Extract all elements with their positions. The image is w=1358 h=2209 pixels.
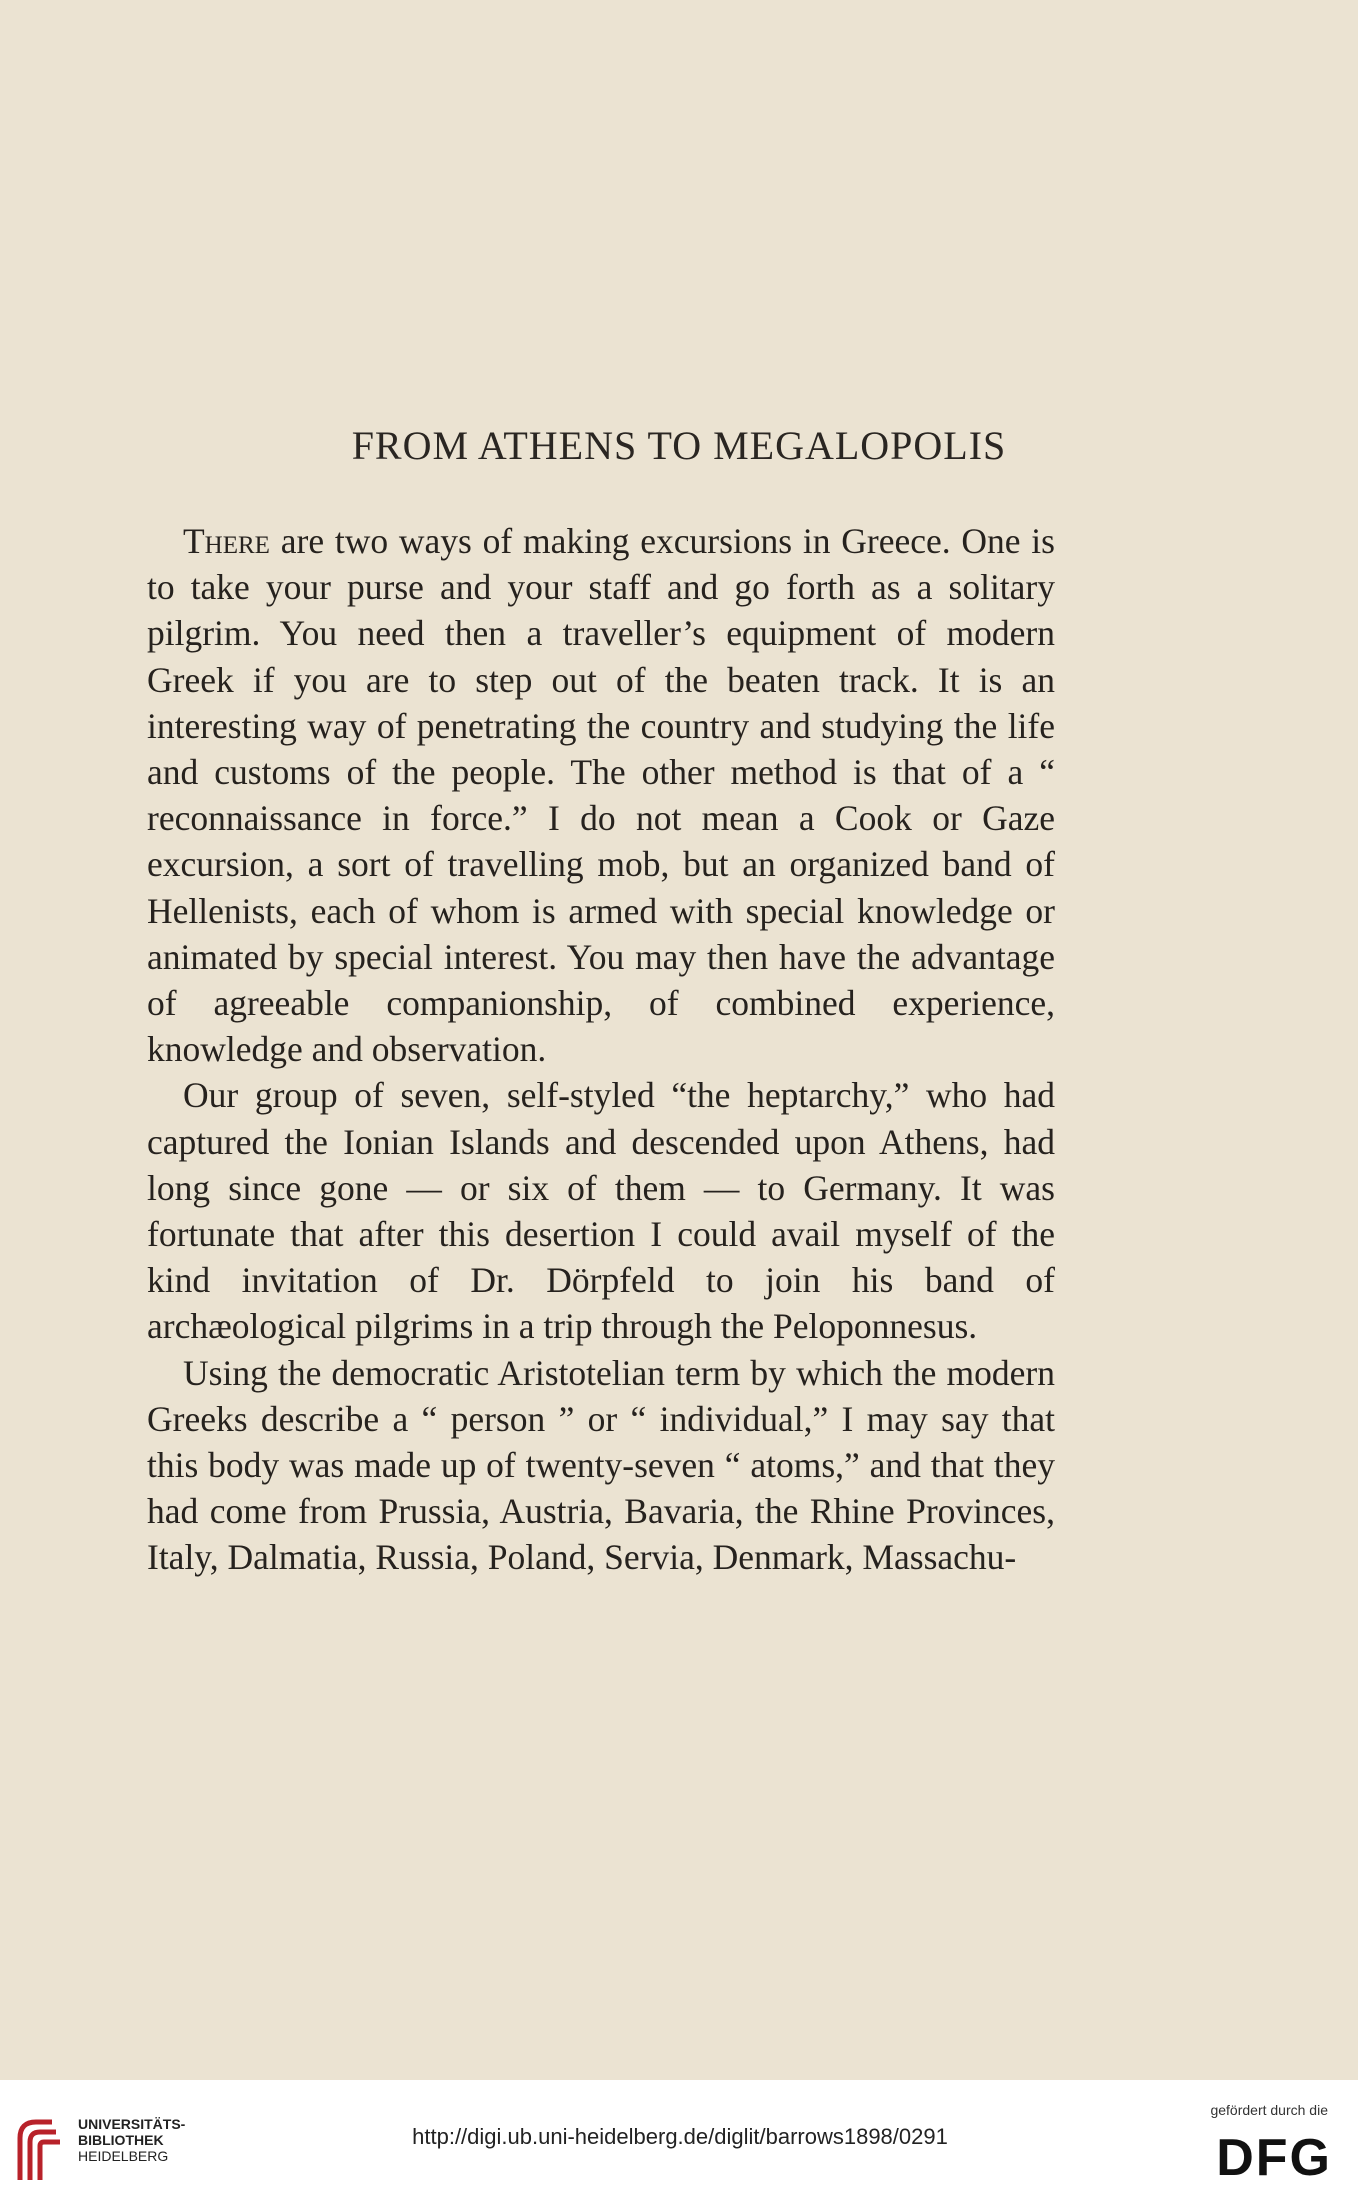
university-library-logo-icon [12,2110,72,2190]
library-line-3: HEIDELBERG [78,2148,169,2164]
paragraph-1 [147,518,1055,1072]
paragraph-2: Our group of seven, self-styled “the heptarchy,” who had captured the Ionian Islands and descended upon Athens, had long since gone — or six of them — to Germany. It was fortunate that after this desertion I could avail myself of the kind invitation of Dr. Dörpfeld to join his band of archæological pilgrims in a trip through the Peloponnesus. [147,1075,1055,1347]
chapter-title: FROM ATHENS TO MEGALOPOLIS [351,423,1007,468]
funding-label: gefördert durch die [1210,2102,1328,2118]
library-line-2: BIBLIOTHEK [78,2132,164,2148]
dfg-logo: DFG [1216,2129,1332,2187]
digitization-footer [0,2080,1358,2209]
source-url-link[interactable]: http://digi.ub.uni-heidelberg.de/diglit/barrows1898/0291 [412,2124,948,2149]
paragraph-3: Using the democratic Aristotelian term by which the modern Greeks describe a “ person ” or “ individual,” I may say that this body was made up of twenty-seven “ atoms,” and that they had come from Prussia, Austria, Bavaria, the Rhine Provinces, Italy, Dalmatia, Russia, Poland, Servia, Denmark, Massachu- [147,1352,1055,1578]
library-name [78,2116,185,2164]
paragraph-1-text: are two ways of making excursions in Greece. One is to take your purse and your staff and go forth as a solitary pilgrim. You need then a traveller’s equipment of modern Greek if you are to step out of the beaten track. It is an interesting way of penetrating the country and studying the life and customs of the people. The other method is that of a “ reconnaissance in force.” I do not mean a Cook or Gaze excursion, a sort of travelling mob, but an organized band of Hellenists, each of whom is armed with special knowledge or animated by special interest. You may then have the advantage of agreeable companionship, of combined experience, knowledge and observation. [147,521,1055,1070]
library-line-1: UNIVERSITÄTS- [78,2116,186,2132]
paragraph-lead-word: There [183,521,270,561]
body-text [147,518,1055,1581]
